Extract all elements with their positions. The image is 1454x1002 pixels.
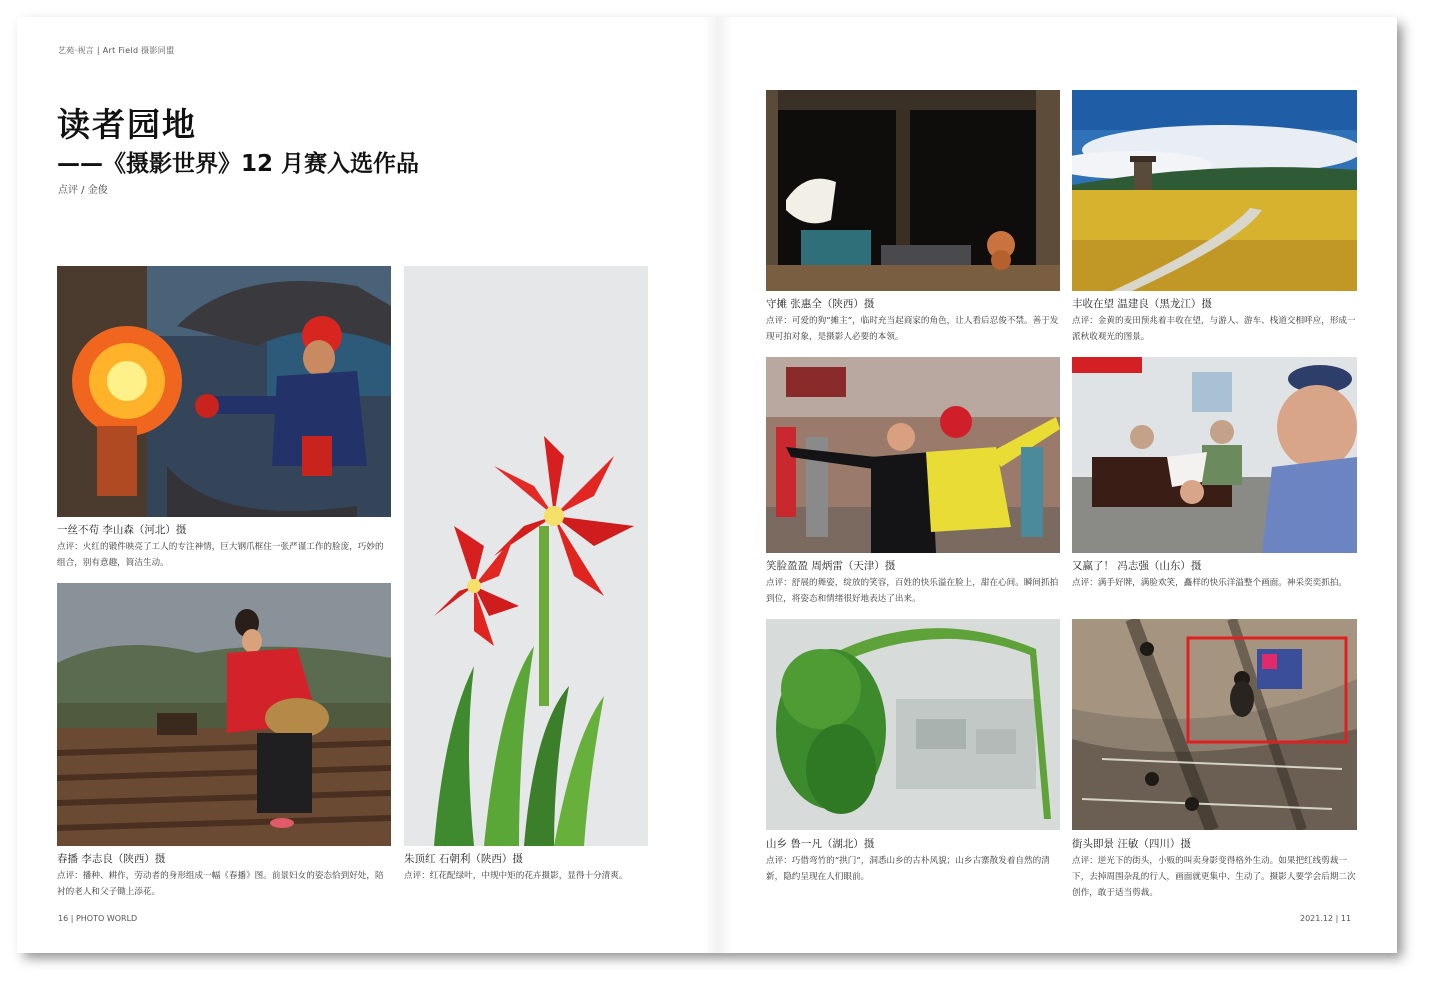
caption-title-spring-sowing: 春播 李志良（陕西）摄 [57,853,166,865]
magazine-spread [17,17,1397,953]
photo-amaryllis [404,266,648,846]
photo-card-game [1072,357,1357,553]
caption-title-forging: 一丝不苟 李山森（河北）摄 [57,524,187,536]
photo-stall-dog [766,90,1060,291]
article-subtitle: ——《摄影世界》12 月赛入选作品 [57,151,420,177]
caption-comment-card-game: 点评：满手好牌，满脸欢笑，矗样的快乐洋溢整个画面。神采奕奕抓拍。 [1072,578,1348,588]
caption-title-street-scene: 街头即景 汪敏（四川）摄 [1072,838,1191,850]
running-head: 艺苑·视言 | Art Field 摄影同盟 [58,46,175,55]
caption-comment-dancing: 点评：舒展的舞姿，绽放的笑容，百姓的快乐溢在脸上，甜在心间。瞬间抓拍到位，将姿态和情绪很好地表达了出来。 [766,578,1059,604]
caption-title-dancing: 笑脸盈盈 周炳雷（天津）摄 [766,560,896,572]
caption-title-amaryllis: 朱顶红 石朝利（陕西）摄 [404,853,523,865]
photo-mountain-village [766,619,1060,830]
caption-comment-mountain-village: 点评：巧借弯竹的“拱门”，洞悉山乡的古朴风貌；山乡古寨散发着自然的清新，隐约呈现在人们眼前。 [766,856,1050,882]
photo-spring-sowing [57,583,391,846]
article-byline: 点评 / 金俊 [58,185,108,196]
article-title: 读者园地 [57,105,197,144]
caption-comment-stall-dog: 点评：可爱的狗“摊主”，临时充当起商家的角色，让人看后忍俊不禁。善于发现可拍对象，是摄影人必要的本领。 [766,316,1059,342]
caption-comment-spring-sowing: 点评：播种、耕作，劳动者的身形组成一幅《春播》图。前景妇女的姿态恰到好处，陪衬的老人和父子锄上添花。 [57,871,384,897]
caption-comment-harvest: 点评：金黄的麦田预兆着丰收在望，与游人、游车、栈道交相呼应，形成一派秋收观光的图景。 [1072,316,1356,342]
photo-street-scene [1072,619,1357,830]
caption-title-stall-dog: 守摊 张惠全（陕西）摄 [766,298,875,310]
caption-comment-street-scene: 点评：逆光下的街头，小贩的叫卖身影变得格外生动。如果把红线剪裁一下，去掉周围杂乱的行人，画面就更集中、生动了。摄影人要学会后期二次创作，敢于适当剪裁。 [1072,856,1356,898]
photo-forging [57,266,391,517]
caption-title-harvest: 丰收在望 温建良（黑龙江）摄 [1072,298,1212,310]
folio-left: 16 | PHOTO WORLD [58,914,138,923]
caption-comment-amaryllis: 点评：红花配绿叶，中规中矩的花卉摄影，显得十分清爽。 [404,871,628,881]
center-gutter [703,17,733,953]
caption-title-card-game: 又赢了！ 冯志强（山东）摄 [1072,560,1202,572]
photo-harvest [1072,90,1357,291]
folio-right: 2021.12 | 11 [1300,914,1352,923]
caption-title-mountain-village: 山乡 鲁一凡（湖北）摄 [766,838,875,850]
caption-comment-forging: 点评：火红的锻件映亮了工人的专注神情，巨大钢爪框住一张严谨工作的脸庞，巧妙的组合，别有意趣，简洁生动。 [57,542,384,568]
photo-dancing [766,357,1060,553]
